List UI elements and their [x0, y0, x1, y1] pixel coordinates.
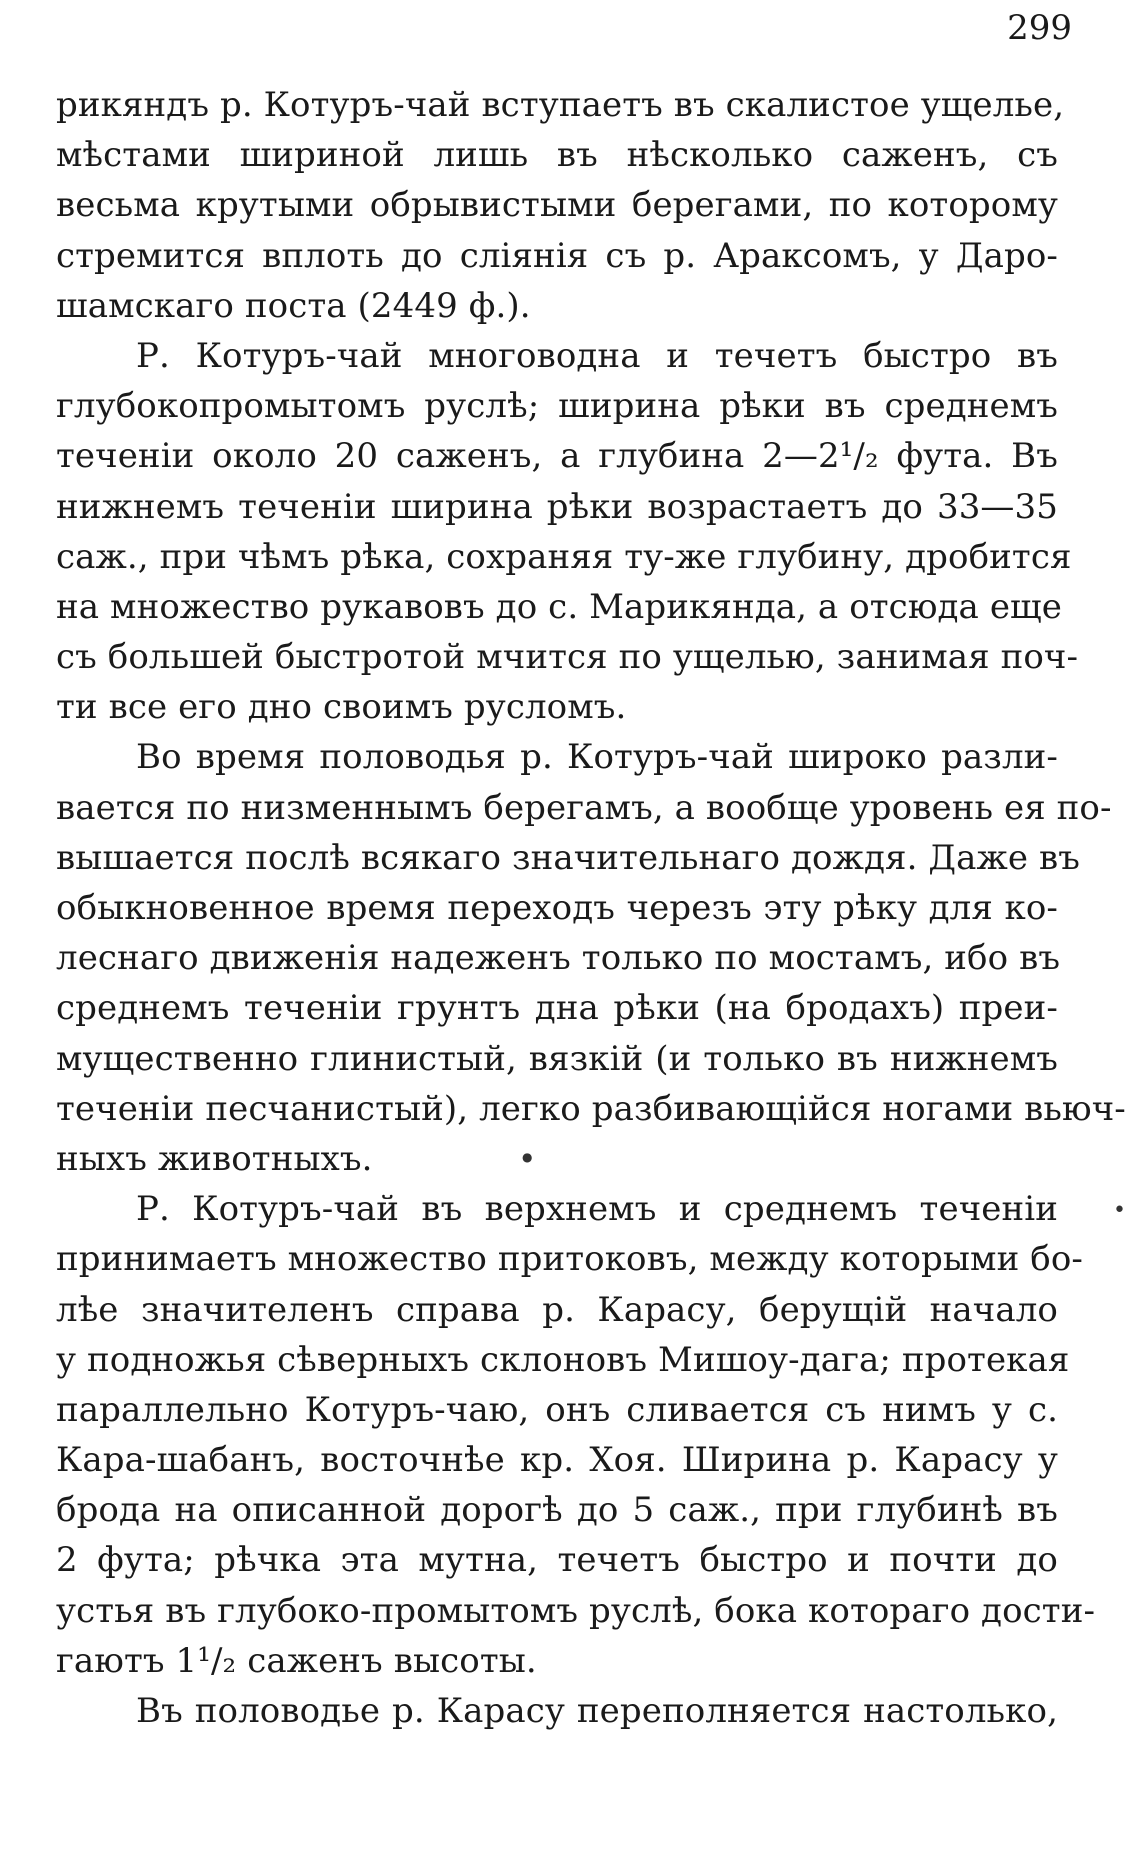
text-line: у подножья сѣверныхъ склоновъ Мишоу-дага; протекая: [56, 1339, 1070, 1380]
print-speck: ●: [522, 1150, 533, 1164]
text-line: глубокопромытомъ руслѣ; ширина рѣки въ среднемъ: [56, 386, 1058, 427]
text-line: 2 фута; рѣчка эта мутна, течетъ быстро и почти до: [56, 1540, 1058, 1581]
text-line: весьма крутыми обрывистыми берегами, по которому: [56, 185, 1058, 226]
text-line: леснаго движенiя надеженъ только по мостамъ, ибо въ: [56, 938, 1061, 979]
text-line: устья въ глубоко-промытомъ руслѣ, бока котораго дости-: [56, 1590, 1096, 1631]
text-line: вается по низменнымъ берегамъ, а вообще уровень ея по-: [56, 787, 1112, 828]
text-line: параллельно Котуръ-чаю, онъ сливается съ нимъ у с.: [56, 1389, 1058, 1430]
text-line: нижнемъ теченiи ширина рѣки возрастаетъ до 33—35: [56, 486, 1058, 527]
text-line: шамскаго поста (2449 ф.).: [56, 285, 531, 326]
text-line: мѣстами шириной лишь въ нѣсколько саженъ, съ: [56, 135, 1058, 176]
text-line: Р. Котуръ-чай въ верхнемъ и среднемъ теченiи: [136, 1189, 1058, 1230]
body-text: [56, 80, 1126, 1736]
text-line: теченiи песчанистый), легко разбивающiйся ногами вьюч-: [56, 1088, 1126, 1129]
text-line: вышается послѣ всякаго значительнаго дождя. Даже въ: [56, 837, 1080, 878]
text-line: Во время половодья р. Котуръ-чай широко разли-: [136, 737, 1058, 778]
text-line: съ большей быстротой мчится по ущелью, занимая поч-: [56, 637, 1079, 678]
margin-dot: •: [1113, 1198, 1126, 1223]
text-line: рикяндъ р. Котуръ-чай вступаетъ въ скалистое ущелье,: [56, 85, 1065, 125]
page-number: 299: [1007, 8, 1072, 48]
text-line: теченiи около 20 саженъ, а глубина 2—2¹/₂ фута. Въ: [56, 436, 1058, 477]
text-line: ныхъ животныхъ.: [56, 1138, 373, 1179]
text-line: Кара-шабанъ, восточнѣе кр. Хоя. Ширина р. Карасу у: [56, 1440, 1058, 1481]
text-line: на множество рукавовъ до с. Марикянда, а отсюда еще: [56, 586, 1062, 627]
text-line: Въ половодье р. Карасу переполняется настолько,: [136, 1691, 1058, 1731]
text-line: стремится вплоть до слiянiя съ р. Араксомъ, у Даро-: [56, 235, 1058, 276]
text-line: саж., при чѣмъ рѣка, сохраняя ту-же глубину, дробится: [56, 536, 1072, 577]
text-line: принимаетъ множество притоковъ, между которыми бо-: [56, 1239, 1083, 1280]
text-line: обыкновенное время переходъ черезъ эту рѣку для ко-: [56, 888, 1058, 928]
text-line: Р. Котуръ-чай многоводна и течетъ быстро въ: [136, 335, 1058, 376]
text-line: брода на описанной дорогѣ до 5 саж., при глубинѣ въ: [56, 1490, 1058, 1531]
text-line: среднемъ теченiи грунтъ дна рѣки (на бродахъ) преи-: [56, 988, 1058, 1029]
text-line: лѣе значителенъ справа р. Карасу, берущiй начало: [56, 1289, 1058, 1330]
text-line: ти все его дно своимъ русломъ.: [56, 687, 627, 728]
text-line: гаютъ 1¹/₂ саженъ высоты.: [56, 1640, 537, 1681]
text-line: мущественно глинистый, вязкiй (и только въ нижнемъ: [56, 1038, 1058, 1079]
